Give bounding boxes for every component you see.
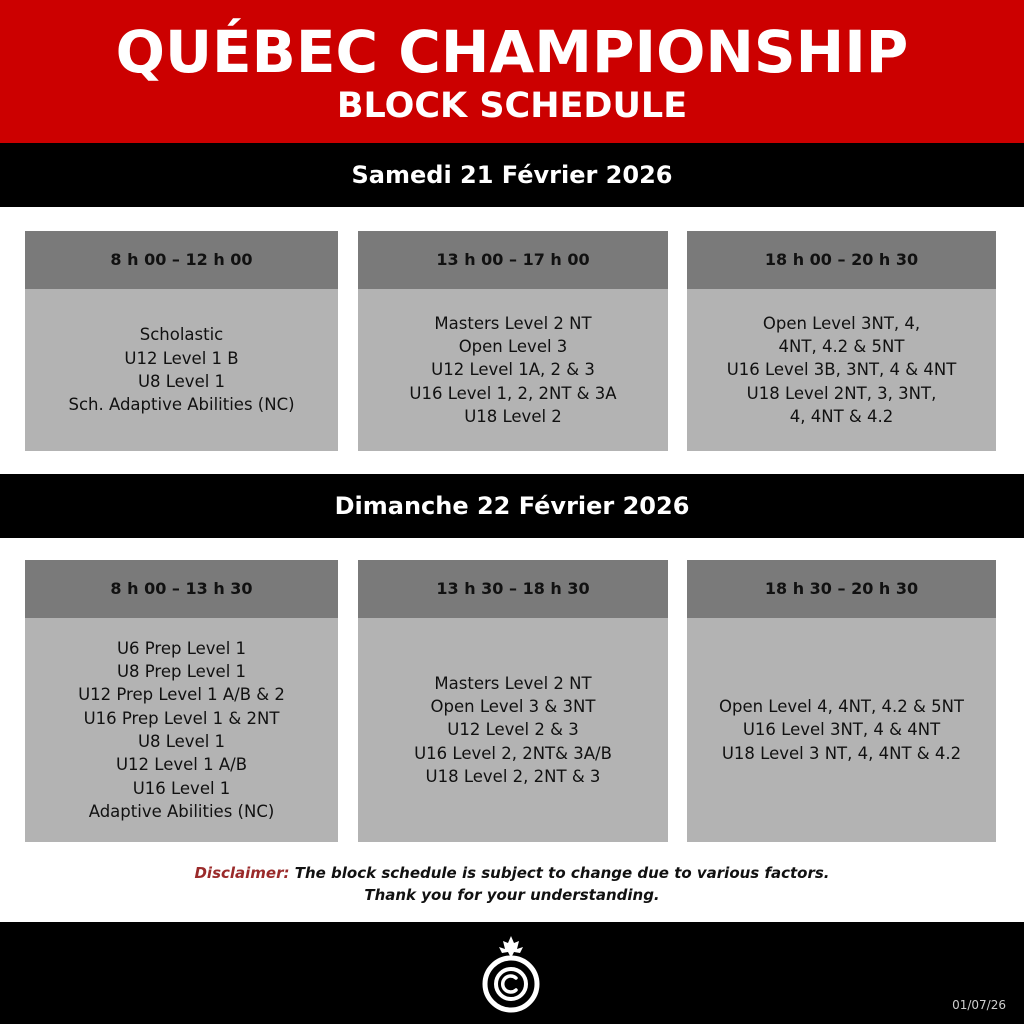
block-time: 8 h 00 – 12 h 00 [25, 231, 338, 289]
block-events [687, 289, 996, 451]
event-line: U12 Level 2 & 3 [447, 720, 579, 740]
disclaimer-line-1 [0, 862, 1024, 884]
footer [0, 922, 1024, 1024]
disclaimer-label: Disclaimer: [194, 864, 290, 882]
schedule-block [25, 231, 338, 451]
event-line: Open Level 3 [458, 337, 568, 357]
event-line: U18 Level 2 [464, 406, 562, 426]
page-subtitle: BLOCK SCHEDULE [336, 86, 688, 126]
event-line: Adaptive Abilities (NC) [88, 801, 275, 821]
event-line: Masters Level 2 NT [434, 673, 592, 693]
event-line: U6 Prep Level 1 [116, 638, 247, 658]
disclaimer [0, 862, 1024, 906]
block-events [687, 618, 996, 842]
event-line: U16 Level 3B, 3NT, 4 & 4NT [726, 360, 957, 380]
block-time: 13 h 30 – 18 h 30 [358, 560, 668, 618]
event-line: Sch. Adaptive Abilities (NC) [68, 395, 295, 415]
event-line: U18 Level 2, 2NT & 3 [425, 766, 601, 786]
block-time: 18 h 30 – 20 h 30 [687, 560, 996, 618]
block-time: 13 h 00 – 17 h 00 [358, 231, 668, 289]
schedule-block [687, 231, 996, 451]
event-line: Masters Level 2 NT [434, 313, 592, 333]
event-line: 4, 4NT & 4.2 [789, 406, 894, 426]
event-line: U8 Prep Level 1 [116, 662, 247, 682]
event-line: Open Level 3NT, 4, [762, 313, 921, 333]
event-line: 4NT, 4.2 & 5NT [778, 337, 905, 357]
disclaimer-text: The block schedule is subject to change due to various factors. [289, 864, 830, 882]
day-header-sunday: Dimanche 22 Février 2026 [0, 474, 1024, 538]
event-line: U12 Level 1 B [124, 348, 239, 368]
block-events [358, 618, 668, 842]
event-line: U18 Level 2NT, 3, 3NT, [746, 383, 937, 403]
event-line: U18 Level 3 NT, 4, 4NT & 4.2 [721, 743, 962, 763]
event-line: U16 Level 3NT, 4 & 4NT [742, 720, 941, 740]
schedule-block [687, 560, 996, 842]
maple-leaf-c-logo-icon [480, 934, 542, 1014]
event-line: U16 Level 1, 2, 2NT & 3A [409, 383, 617, 403]
page-title: QUÉBEC CHAMPIONSHIP [115, 18, 909, 86]
event-line: U12 Level 1A, 2 & 3 [431, 360, 595, 380]
event-line: U16 Level 1 [132, 778, 231, 798]
event-line: Open Level 4, 4NT, 4.2 & 5NT [718, 697, 965, 717]
disclaimer-line-2: Thank you for your understanding. [364, 886, 660, 904]
day-header-saturday: Samedi 21 Février 2026 [0, 143, 1024, 207]
block-events [358, 289, 668, 451]
event-line: U8 Level 1 [137, 732, 226, 751]
schedule-block [25, 560, 338, 842]
event-line: U16 Level 2, 2NT& 3A/B [414, 743, 612, 763]
block-events [25, 289, 338, 451]
event-line: U16 Prep Level 1 & 2NT [83, 708, 280, 728]
header-banner [0, 0, 1024, 143]
schedule-block [358, 560, 668, 842]
event-line: Scholastic [139, 325, 224, 345]
event-line: U12 Prep Level 1 A/B & 2 [78, 685, 285, 705]
block-events [25, 618, 338, 842]
footer-date: 01/07/26 [952, 998, 1006, 1012]
schedule-block [358, 231, 668, 451]
event-line: U8 Level 1 [137, 372, 226, 391]
event-line: U12 Level 1 A/B [115, 755, 248, 775]
block-time: 8 h 00 – 13 h 30 [25, 560, 338, 618]
block-time: 18 h 00 – 20 h 30 [687, 231, 996, 289]
event-line: Open Level 3 & 3NT [430, 697, 596, 717]
